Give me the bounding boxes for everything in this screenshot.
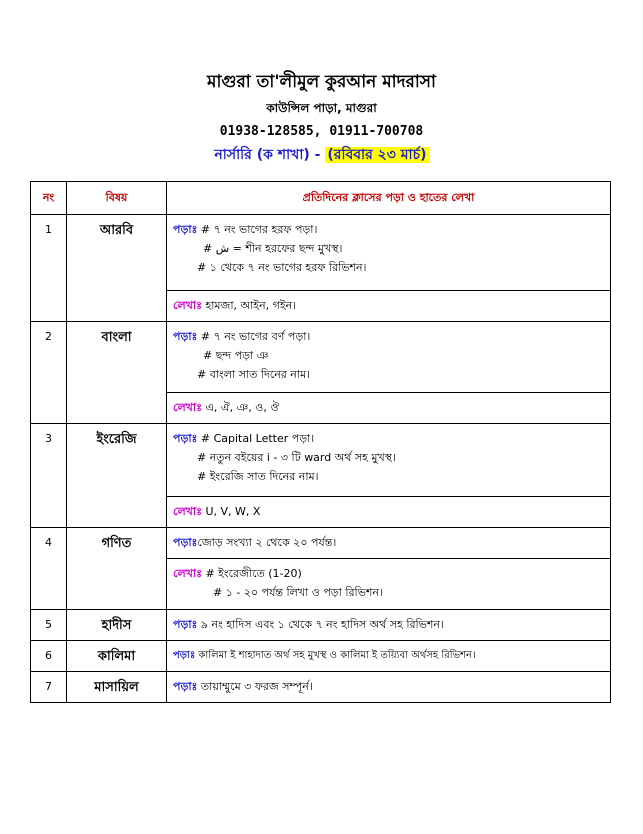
table-row bbox=[31, 424, 611, 497]
header-work: প্রতিদিনের ক্লাসের পড়া ও হাতের লেখা bbox=[167, 182, 611, 215]
table-row bbox=[31, 672, 611, 703]
subject-name: গণিত bbox=[67, 528, 167, 610]
row-number: 5 bbox=[31, 610, 67, 641]
writing-line: # ইংরেজীতে (1-20) bbox=[205, 567, 302, 580]
document-header bbox=[0, 70, 643, 166]
reading-label: পড়াঃ bbox=[173, 680, 198, 693]
writing-line: # ১ - ২০ পর্যন্ত লিখা ও পড়া রিভিশন। bbox=[213, 586, 383, 599]
reading-line: # ش = শীন হরফের ছন্দ মুখস্থ। bbox=[203, 242, 343, 255]
row-number: 4 bbox=[31, 528, 67, 610]
reading-cell bbox=[167, 215, 611, 291]
subject-name: হাদীস bbox=[67, 610, 167, 641]
reading-line: # ৭ নং ভাগের বর্ণ পড়া। bbox=[200, 330, 311, 343]
reading-label: পড়াঃ bbox=[173, 223, 198, 236]
writing-label: লেখাঃ bbox=[173, 567, 202, 580]
reading-label: পড়াঃ bbox=[173, 536, 198, 549]
writing-cell bbox=[167, 497, 611, 528]
class-date-line bbox=[0, 144, 643, 166]
row-number: 7 bbox=[31, 672, 67, 703]
reading-cell bbox=[167, 424, 611, 497]
subject-name: বাংলা bbox=[67, 322, 167, 424]
row-number: 1 bbox=[31, 215, 67, 322]
reading-line: # নতুন বইয়ের i - ৩ টি ward অর্থ সহ মুখস্থ। bbox=[197, 451, 396, 464]
reading-label: পড়াঃ bbox=[173, 432, 198, 445]
school-name: মাগুরা তা'লীমুল কুরআন মাদরাসা bbox=[207, 72, 436, 92]
subject-name: আরবি bbox=[67, 215, 167, 322]
writing-cell bbox=[167, 559, 611, 610]
writing-label: লেখাঃ bbox=[173, 505, 202, 518]
reading-line: # ছন্দ পড়া ঞ bbox=[203, 349, 269, 362]
subject-name: কালিমা bbox=[67, 641, 167, 672]
row-number: 3 bbox=[31, 424, 67, 528]
table-row bbox=[31, 215, 611, 291]
header-no: নং bbox=[31, 182, 67, 215]
reading-cell bbox=[167, 641, 611, 672]
reading-cell bbox=[167, 528, 611, 559]
row-number: 2 bbox=[31, 322, 67, 424]
table-row bbox=[31, 641, 611, 672]
writing-label: লেখাঃ bbox=[173, 401, 202, 414]
reading-label: পড়াঃ bbox=[173, 650, 196, 661]
reading-line: তায়াম্মুমে ৩ ফরজ সম্পূর্ন। bbox=[200, 680, 313, 693]
reading-label: পড়াঃ bbox=[173, 618, 198, 631]
row-number: 6 bbox=[31, 641, 67, 672]
class-routine-table bbox=[30, 181, 611, 703]
table-row bbox=[31, 610, 611, 641]
table-row bbox=[31, 528, 611, 559]
writing-label: লেখাঃ bbox=[173, 299, 202, 312]
reading-line: # ১ থেকে ৭ নং ভাগের হরফ রিভিশন। bbox=[197, 261, 367, 274]
reading-line: # ইংরেজি সাত দিনের নাম। bbox=[197, 470, 319, 483]
phone-numbers: 01938-128585, 01911-700708 bbox=[219, 124, 424, 139]
reading-line: # ৭ নং ভাগের হরফ পড়া। bbox=[200, 223, 318, 236]
reading-line: কালিমা ই শাহাদাত অর্থ সহ মুখস্থ ও কালিমা ই তয়্যিবা অর্থসহ রিভিশন। bbox=[198, 650, 476, 661]
class-name: নার্সারি (ক শাখা) bbox=[214, 147, 310, 163]
subject-name: মাসায়িল bbox=[67, 672, 167, 703]
reading-line: ৯ নং হাদিস এবং ১ থেকে ৭ নং হাদিস অর্থ সহ রিভিশন। bbox=[200, 618, 444, 631]
subject-name: ইংরেজি bbox=[67, 424, 167, 528]
school-address: কাউন্সিল পাড়া, মাগুরা bbox=[266, 101, 377, 115]
reading-label: পড়াঃ bbox=[173, 330, 198, 343]
reading-cell bbox=[167, 322, 611, 393]
writing-line: হামজা, আইন, গইন। bbox=[205, 299, 297, 312]
writing-line: U, V, W, X bbox=[205, 505, 261, 518]
class-date: (রবিবার ২৩ মার্চ) bbox=[327, 147, 427, 163]
writing-line: এ, ঐ, ঞ, ও, ঔ bbox=[205, 401, 280, 414]
reading-line: # বাংলা সাত দিনের নাম। bbox=[197, 368, 311, 381]
reading-line: # Capital Letter পড়া। bbox=[200, 432, 315, 445]
writing-cell bbox=[167, 393, 611, 424]
reading-line: জোড় সংখ্যা ২ থেকে ২০ পর্যন্ত। bbox=[197, 536, 337, 549]
writing-cell bbox=[167, 291, 611, 322]
reading-cell bbox=[167, 672, 611, 703]
table-header-row bbox=[31, 182, 611, 215]
reading-cell bbox=[167, 610, 611, 641]
header-subject: বিষয় bbox=[67, 182, 167, 215]
title-separator: - bbox=[314, 147, 321, 163]
table-row bbox=[31, 322, 611, 393]
